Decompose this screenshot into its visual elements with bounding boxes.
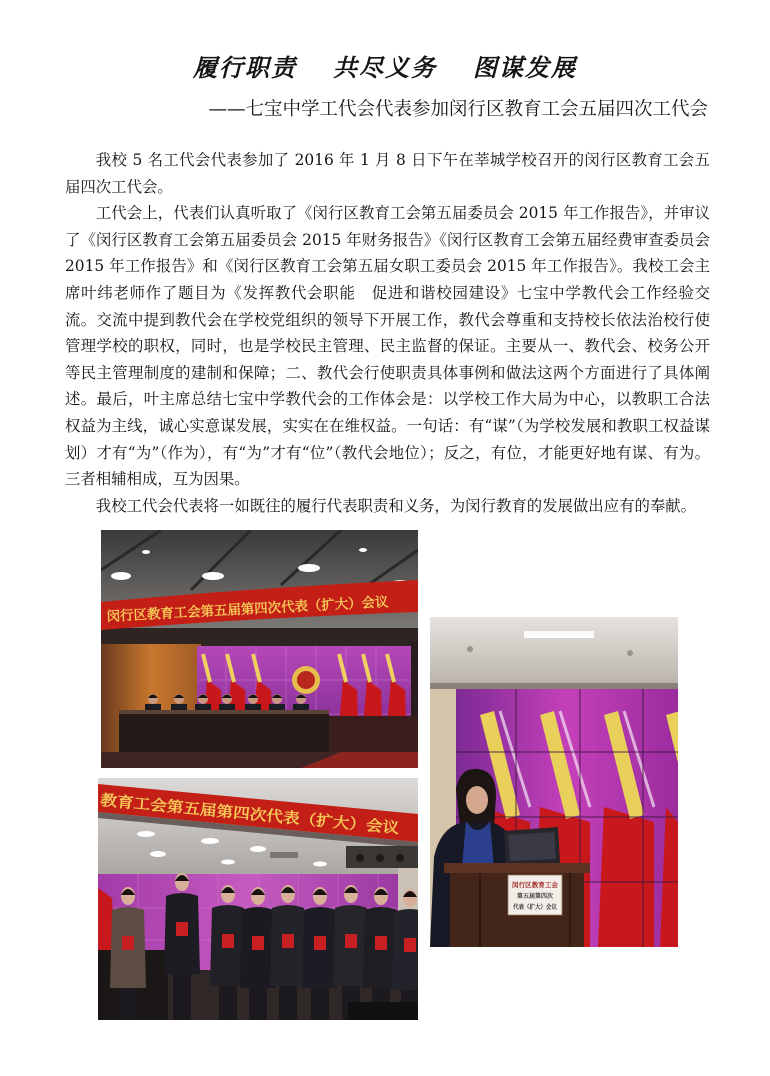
certificate [176,922,188,936]
spotlight [356,854,364,862]
ceiling-light [111,572,131,580]
photo-speaker [430,617,678,947]
person-legs [311,984,329,1020]
podium-sign-line-1: 闵行区教育工会 [512,881,558,889]
laptop [504,827,560,865]
certificate [345,934,357,948]
stage-header [101,628,418,646]
certificate [252,936,264,950]
certificate [122,936,134,950]
page-title [0,52,770,84]
photo-award-ceremony [98,778,418,1020]
ceiling-light [221,860,235,865]
ceiling-light-panel [524,631,594,638]
ceiling-vent [270,852,298,858]
title-part-3: 图谋发展 [473,53,577,82]
photo-meeting-hall [101,530,418,768]
ceiling-light [359,548,367,552]
table-edge [119,710,329,714]
ceiling-downlight [467,646,473,652]
red-flag [598,807,654,947]
certificate [222,934,234,948]
certificate [282,934,294,948]
podium-sign-line-3: 代表（扩大）会议 [513,904,562,911]
title-part-1: 履行职责 [193,53,297,82]
ceiling [430,617,678,687]
paragraph-1: 我校 5 名工代会代表参加了 2016 年 1 月 8 日下午在莘城学校召开的闵行区教育工会五届四次工代会。 [65,151,710,196]
ceiling-light [202,572,224,580]
ceiling-light [250,846,266,852]
person-legs [119,984,137,1020]
certificate [375,936,387,950]
certificate [314,936,326,950]
paragraph-2: 工代会上，代表们认真听取了《闵行区教育工会第五届委员会 2015 年工作报告》，并审议了《闵行区教育工会第五届委员会 2015 年财务报告》《闵行区教育工会第五届经费审查委员会 2015 年工作报告》和《闵行区教育工会第五届女职工委员会 2015 年工作报告》。我校工会主席叶纬老师作了题目为《发挥教代会职能 促进和谐校园建设》七宝中学教代会工作经验交流。交流中提到教代会在学校党组织的领导下开展工作，教代会尊重和支持校长依法治校行使管理学校的职权，同时，也是学校民主管理、民主监督的保证。主要从一、教代会、校务公开等民主管理制度的建制和保障；二、教代会行使职责具体事例和做法这两个方面进行了具体阐述。最后，叶主席总结七宝中学教代会的工作体会是：以学校工作大局为中心，以教职工合法权益为主线，诚心实意谋发展，实实在在维权益。一句话：有“谋”（为学校发展和教职工权益谋划）才有“为”（作为），有“为”才有“位”（教代会地位）；反之，有位，才能更好地有谋、有为。三者相辅相成，互为因果。 [65,204,710,489]
person-legs [249,984,267,1020]
ceiling-light [201,838,219,844]
audience-seats [329,716,418,752]
speaker-scene [430,617,678,947]
certificate [404,938,416,952]
podium [444,863,590,947]
paragraph-3: 我校工代会代表将一如既往的履行代表职责和义务，为闵行教育的发展做出应有的奉献。 [95,496,697,515]
ceiling-light [150,851,166,857]
person-legs [219,982,237,1020]
ceiling-edge [430,683,678,689]
ceiling-downlight [627,650,633,656]
page-subtitle: ——七宝中学工代会代表参加闵行区教育工会五届四次工代会 [208,99,708,120]
title-part-2: 共尽义务 [333,53,437,82]
ceiling-light [313,862,327,867]
person-legs [173,970,191,1020]
foreground-lectern [348,1002,418,1020]
banner-text: 教育工会第五届第四次代表（扩大）会议 [99,791,371,835]
person-legs [279,982,297,1020]
presidium-table [119,712,329,754]
laptop-screen [508,832,556,861]
podium-top [444,863,590,873]
ceiling-light [137,831,155,837]
podium-sign-line-2: 第五届第四次 [517,893,554,900]
spotlight [376,854,384,862]
face [466,786,488,814]
banner-text: 闵行区教育工会第五届第四次代表（扩大）会议 [106,594,391,625]
ceiling-light [298,564,320,572]
meeting-hall-scene [101,530,418,768]
ceiling-light [142,550,150,554]
spotlight [396,854,404,862]
award-ceremony-scene [98,778,418,1020]
union-emblem-center [297,671,315,689]
article-body [65,147,710,519]
